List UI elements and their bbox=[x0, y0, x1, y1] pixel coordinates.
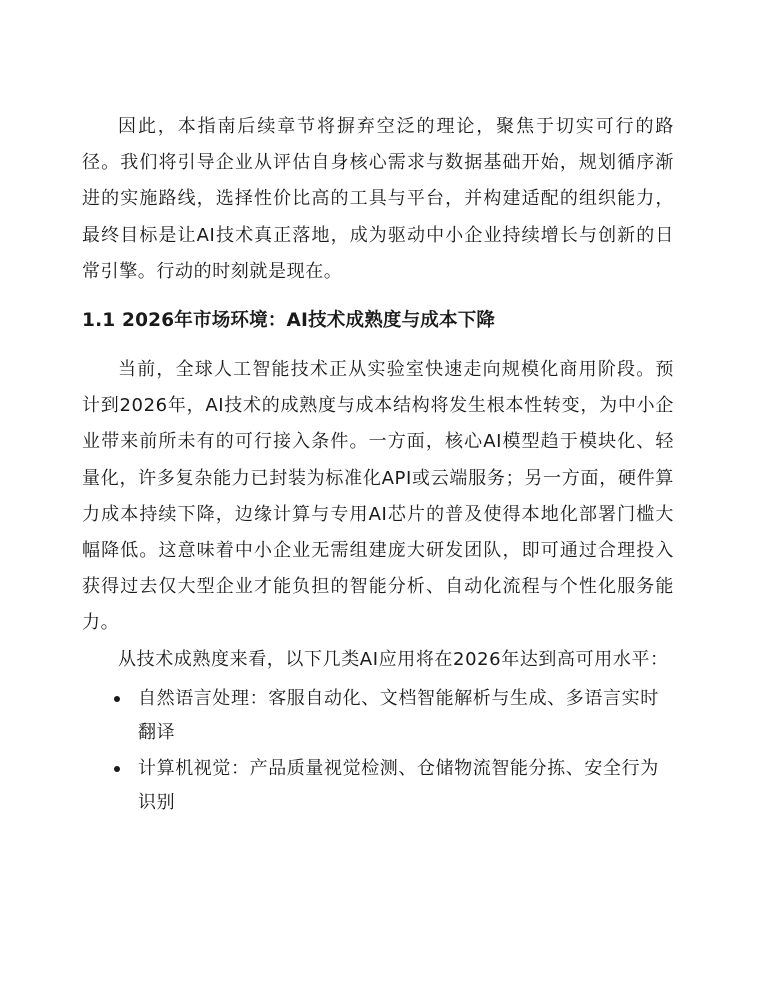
section-paragraph-2: 从技术成熟度来看，以下几类AI应用将在2026年达到高可用水平： bbox=[118, 648, 669, 670]
bullet-icon bbox=[114, 696, 120, 702]
list-item bbox=[82, 752, 674, 821]
list-item-text: 自然语言处理：客服自动化、文档智能解析与生成、多语言实时翻译 bbox=[138, 687, 659, 744]
list-item-text: 计算机视觉：产品质量视觉检测、仓储物流智能分拣、安全行为识别 bbox=[138, 757, 659, 814]
list-item bbox=[82, 682, 674, 751]
document-page bbox=[82, 109, 674, 822]
section-heading: 1.1 2026年市场环境：AI技术成熟度与成本下降 bbox=[82, 310, 496, 332]
intro-paragraph: 因此，本指南后续章节将摒弃空泛的理论，聚焦于切实可行的路径。我们将引导企业从评估自身核心需求与数据基础开始，规划循序渐进的实施路线，选择性价比高的工具与平台，并构建适配的组织能力，最终目标是让AI技术真正落地，成为驱动中小企业持续增长与创新的日常引擎。行动的时刻就是现在。 bbox=[82, 116, 674, 282]
application-list bbox=[82, 682, 674, 821]
section-paragraph-1: 当前，全球人工智能技术正从实验室快速走向规模化商用阶段。预计到2026年，AI技术的成熟度与成本结构将发生根本性转变，为中小企业带来前所未有的可行接入条件。一方面，核心AI模型趋于模块化、轻量化，许多复杂能力已封装为标准化API或云端服务；另一方面，硬件算力成本持续下降，边缘计算与专用AI芯片的普及使得本地化部署门槛大幅降低。这意味着中小企业无需组建庞大研发团队，即可通过合理投入获得过去仅大型企业才能负担的智能分析、自动化流程与个性化服务能力。 bbox=[82, 359, 674, 634]
bullet-icon bbox=[114, 766, 120, 772]
